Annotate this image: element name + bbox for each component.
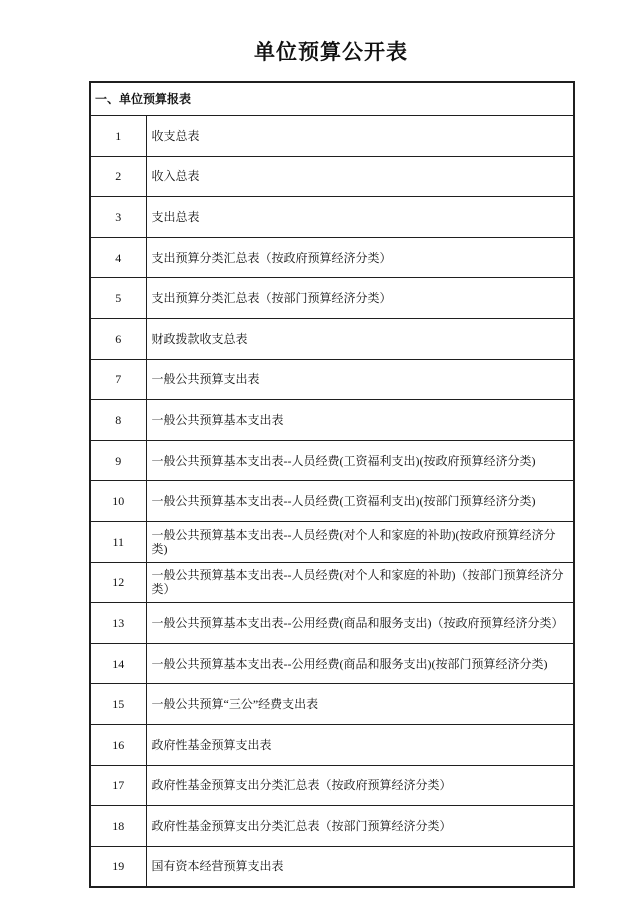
report-name-cell: 一般公共预算基本支出表--人员经费(工资福利支出)(按政府预算经济分类) [146, 440, 574, 481]
budget-report-table [89, 81, 575, 888]
row-number-cell: 8 [90, 400, 146, 441]
row-number-cell: 16 [90, 724, 146, 765]
row-number-cell: 2 [90, 156, 146, 197]
row-number-cell: 7 [90, 359, 146, 400]
row-number-cell: 13 [90, 603, 146, 644]
report-name-cell: 政府性基金预算支出表 [146, 724, 574, 765]
row-number-cell: 3 [90, 197, 146, 238]
row-number-cell: 19 [90, 846, 146, 887]
table-row [90, 806, 574, 847]
row-number-cell: 12 [90, 562, 146, 603]
page-title: 单位预算公开表 [254, 40, 408, 64]
table-row [90, 359, 574, 400]
table-row [90, 116, 574, 157]
table-row [90, 318, 574, 359]
table-row [90, 521, 574, 562]
report-name-cell: 收入总表 [146, 156, 574, 197]
report-name-cell: 支出预算分类汇总表（按部门预算经济分类） [146, 278, 574, 319]
row-number-cell: 4 [90, 237, 146, 278]
row-number-cell: 18 [90, 806, 146, 847]
report-name-cell: 一般公共预算基本支出表--公用经费(商品和服务支出)(按部门预算经济分类) [146, 643, 574, 684]
section-header-row [90, 82, 574, 116]
row-number-cell: 5 [90, 278, 146, 319]
row-number-cell: 6 [90, 318, 146, 359]
report-name-cell: 国有资本经营预算支出表 [146, 846, 574, 887]
report-name-cell: 一般公共预算基本支出表 [146, 400, 574, 441]
table-row [90, 400, 574, 441]
table-row [90, 440, 574, 481]
report-name-cell: 一般公共预算基本支出表--人员经费(对个人和家庭的补助)(按政府预算经济分类) [146, 521, 574, 562]
table-row [90, 846, 574, 887]
report-name-cell: 支出预算分类汇总表（按政府预算经济分类） [146, 237, 574, 278]
table-row [90, 765, 574, 806]
report-name-cell: 政府性基金预算支出分类汇总表（按政府预算经济分类） [146, 765, 574, 806]
table-row [90, 156, 574, 197]
report-name-cell: 政府性基金预算支出分类汇总表（按部门预算经济分类） [146, 806, 574, 847]
report-name-cell: 一般公共预算支出表 [146, 359, 574, 400]
report-name-cell: 一般公共预算基本支出表--人员经费(对个人和家庭的补助)（按部门预算经济分类） [146, 562, 574, 603]
row-number-cell: 11 [90, 521, 146, 562]
table-row [90, 562, 574, 603]
table-row [90, 724, 574, 765]
report-name-cell: 一般公共预算基本支出表--人员经费(工资福利支出)(按部门预算经济分类) [146, 481, 574, 522]
report-name-cell: 财政拨款收支总表 [146, 318, 574, 359]
row-number-cell: 15 [90, 684, 146, 725]
report-name-cell: 一般公共预算基本支出表--公用经费(商品和服务支出)（按政府预算经济分类） [146, 603, 574, 644]
report-name-cell: 支出总表 [146, 197, 574, 238]
table-row [90, 197, 574, 238]
table-row [90, 237, 574, 278]
report-name-cell: 一般公共预算“三公”经费支出表 [146, 684, 574, 725]
row-number-cell: 10 [90, 481, 146, 522]
table-row [90, 481, 574, 522]
row-number-cell: 14 [90, 643, 146, 684]
row-number-cell: 1 [90, 116, 146, 157]
table-row [90, 603, 574, 644]
report-name-cell: 收支总表 [146, 116, 574, 157]
table-row [90, 684, 574, 725]
table-row [90, 278, 574, 319]
row-number-cell: 9 [90, 440, 146, 481]
table-row [90, 643, 574, 684]
section-header: 一、单位预算报表 [90, 82, 574, 116]
row-number-cell: 17 [90, 765, 146, 806]
